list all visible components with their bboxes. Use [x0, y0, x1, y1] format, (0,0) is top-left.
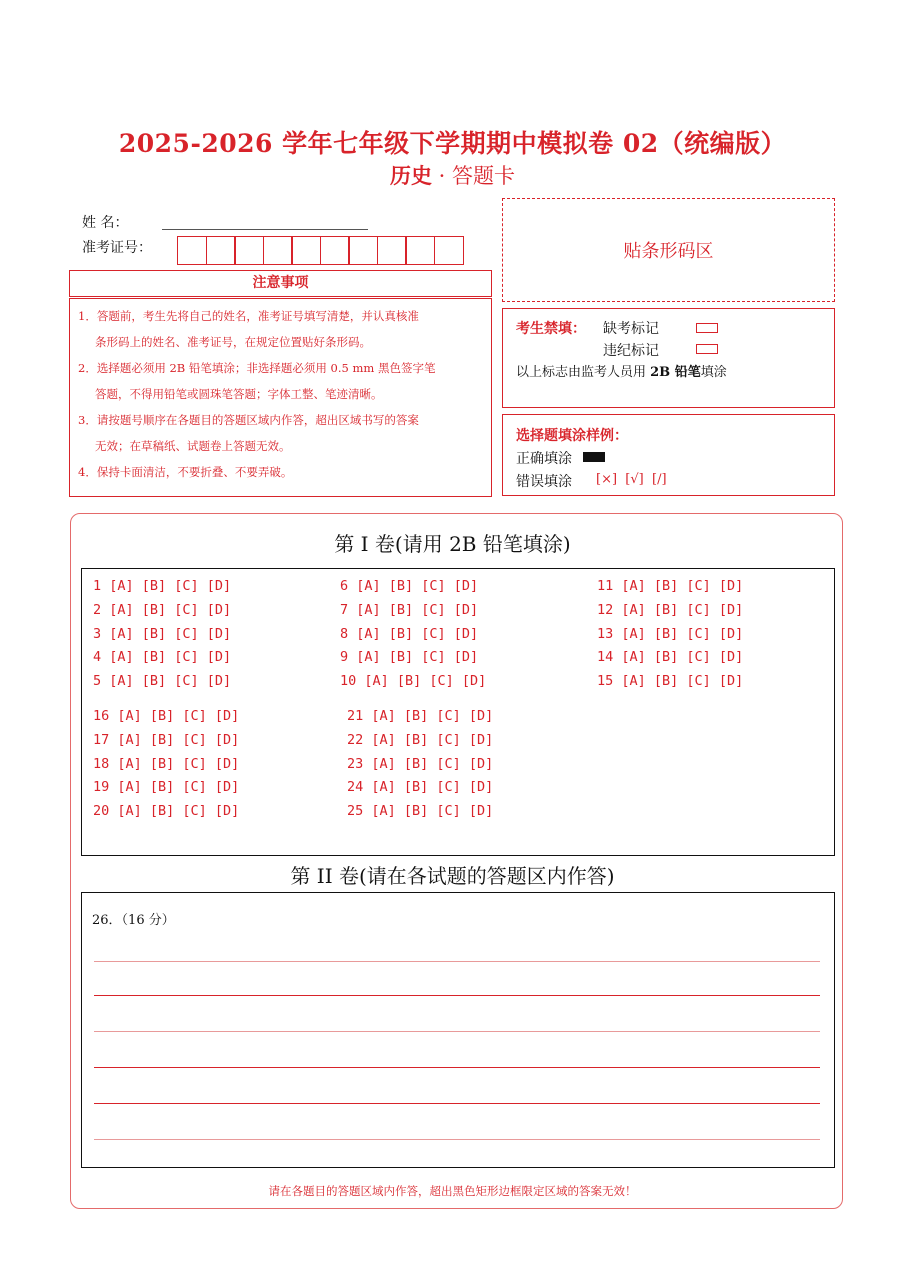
answer-options[interactable]: [A] [B] [C] [D] [371, 755, 494, 772]
question-number: 3 [93, 625, 110, 642]
id-digit-box[interactable] [177, 236, 207, 265]
question-number: 12 [597, 601, 622, 618]
question-number: 14 [597, 649, 622, 666]
answer-options[interactable]: [A] [B] [C] [D] [371, 779, 494, 796]
subtitle-rest: 答题卡 [452, 164, 516, 188]
id-digit-box[interactable] [206, 236, 236, 265]
question-number: 19 [93, 779, 118, 796]
id-digit-box[interactable] [434, 236, 464, 265]
fill-example-title: 选择题填涂样例： [516, 428, 628, 444]
part2-title: 第 II 卷(请在各试题的答题区内作答) [290, 864, 615, 888]
question-row[interactable] [597, 673, 743, 689]
answer-options[interactable]: [A] [B] [C] [D] [621, 625, 744, 642]
barcode-label: 贴条形码区 [623, 241, 714, 262]
question-number: 10 [340, 673, 365, 690]
question-number: 24 [347, 779, 372, 796]
answer-options[interactable]: [A] [B] [C] [D] [364, 673, 487, 690]
question-number: 23 [347, 755, 372, 772]
notice-item: 2．选择题必须用 2B 铅笔填涂；非选择题必须用 0.5 mm 黑色签字笔 [78, 361, 436, 375]
question-row[interactable] [597, 578, 743, 594]
id-digit-box[interactable] [263, 236, 293, 265]
proctor-note [516, 361, 727, 380]
question-row[interactable] [597, 602, 743, 618]
question-number: 4 [93, 649, 110, 666]
question-row[interactable] [347, 803, 493, 819]
absent-mark[interactable] [696, 323, 718, 333]
id-digit-box[interactable] [405, 236, 435, 265]
question-row[interactable] [340, 673, 486, 689]
question-row[interactable] [597, 649, 743, 665]
question-row[interactable] [340, 602, 478, 618]
question-number: 2 [93, 601, 110, 618]
violation-label: 违纪标记 [603, 343, 659, 359]
answer-options[interactable]: [A] [B] [C] [D] [117, 755, 240, 772]
answer-options[interactable]: [A] [B] [C] [D] [621, 673, 744, 690]
question-number: 25 [347, 803, 372, 820]
question-number: 15 [597, 673, 622, 690]
notice-body [69, 298, 492, 497]
barcode-area [502, 198, 835, 302]
proctor-note-suffix: 填涂 [700, 365, 727, 380]
question-number: 7 [340, 601, 357, 618]
fill-example-box [502, 414, 835, 496]
question-number: 22 [347, 731, 372, 748]
answer-options[interactable]: [A] [B] [C] [D] [109, 601, 232, 618]
answer-options[interactable]: [A] [B] [C] [D] [356, 649, 479, 666]
answer-options[interactable]: [A] [B] [C] [D] [117, 731, 240, 748]
answer-options[interactable]: [A] [B] [C] [D] [117, 803, 240, 820]
wrong-marks: [×] [√] [/] [596, 472, 667, 487]
question-number: 8 [340, 625, 357, 642]
question-number: 17 [93, 731, 118, 748]
question-row[interactable] [347, 732, 493, 748]
question-row[interactable] [93, 708, 239, 724]
answer-options[interactable]: [A] [B] [C] [D] [371, 708, 494, 724]
notice-item: 4．保持卡面清洁，不要折叠、不要弄破。 [78, 465, 293, 479]
exam-subtitle [0, 160, 905, 190]
answer-line[interactable] [94, 1139, 820, 1140]
proctor-box [502, 308, 835, 408]
answer-line[interactable] [94, 961, 820, 962]
id-number-boxes[interactable] [177, 236, 462, 265]
answer-line[interactable] [94, 995, 820, 996]
answer-line[interactable] [94, 1067, 820, 1068]
question-row[interactable] [93, 578, 231, 594]
question-number: 11 [597, 578, 622, 594]
notice-heading: 注意事项 [69, 270, 492, 297]
wrong-label: 错误填涂 [516, 474, 572, 490]
id-digit-box[interactable] [234, 236, 264, 265]
answer-options[interactable]: [A] [B] [C] [D] [109, 578, 232, 594]
answer-options[interactable]: [A] [B] [C] [D] [109, 673, 232, 690]
id-digit-box[interactable] [320, 236, 350, 265]
id-digit-box[interactable] [348, 236, 378, 265]
question-number: 6 [340, 578, 357, 594]
multiple-choice-box [81, 568, 835, 856]
answer-options[interactable]: [A] [B] [C] [D] [371, 803, 494, 820]
subtitle-dot: · [438, 164, 446, 188]
footer-note: 请在各题目的答题区域内作答，超出黑色矩形边框限定区域的答案无效！ [268, 1184, 637, 1198]
question-row[interactable] [93, 732, 239, 748]
answer-options[interactable]: [A] [B] [C] [D] [621, 649, 744, 666]
question-row[interactable] [93, 756, 239, 772]
id-label: 准考证号： [82, 240, 152, 256]
exam-title: 2025-2026 学年七年级下学期期中模拟卷 02（统编版） [118, 129, 787, 158]
answer-options[interactable]: [A] [B] [C] [D] [371, 731, 494, 748]
answer-options[interactable]: [A] [B] [C] [D] [356, 625, 479, 642]
question-number: 20 [93, 803, 118, 820]
question-number: 5 [93, 673, 110, 690]
answer-options[interactable]: [A] [B] [C] [D] [356, 601, 479, 618]
subject-name: 历史 [389, 163, 432, 188]
question-row[interactable] [597, 626, 743, 642]
answer-options[interactable]: [A] [B] [C] [D] [109, 649, 232, 666]
notice-item: 条形码上的姓名、准考证号，在规定位置贴好条形码。 [95, 335, 371, 349]
question-row[interactable] [93, 803, 239, 819]
correct-label: 正确填涂 [516, 451, 572, 467]
answer-options[interactable]: [A] [B] [C] [D] [117, 708, 240, 724]
question-number: 9 [340, 649, 357, 666]
proctor-note-bold: 2B 铅笔 [650, 365, 701, 380]
question-row[interactable] [93, 649, 231, 665]
question-row[interactable] [340, 649, 478, 665]
proctor-note-prefix: 以上标志由监考人员用 [516, 365, 651, 380]
question-row[interactable] [93, 779, 239, 795]
question-row[interactable] [93, 602, 231, 618]
id-digit-box[interactable] [291, 236, 321, 265]
answer-line[interactable] [94, 1103, 820, 1104]
question-row[interactable] [340, 578, 478, 594]
question-row[interactable] [340, 626, 478, 642]
answer-options[interactable]: [A] [B] [C] [D] [621, 578, 744, 594]
answer-options[interactable]: [A] [B] [C] [D] [117, 779, 240, 796]
question-row[interactable] [93, 673, 231, 689]
subjective-box [81, 892, 835, 1168]
question-row[interactable] [347, 756, 493, 772]
answer-options[interactable]: [A] [B] [C] [D] [621, 601, 744, 618]
question-number: 1 [93, 578, 110, 594]
violation-mark[interactable] [696, 344, 718, 354]
part1-title: 第 I 卷(请用 2B 铅笔填涂) [334, 532, 571, 556]
question-row[interactable] [347, 779, 493, 795]
name-input-line[interactable] [162, 229, 368, 230]
question-number: 18 [93, 755, 118, 772]
absent-label: 缺考标记 [603, 321, 659, 337]
notice-item: 1．答题前，考生先将自己的姓名，准考证号填写清楚，并认真核准 [78, 309, 419, 323]
notice-item: 无效；在草稿纸、试题卷上答题无效。 [95, 439, 291, 453]
question-number: 21 [347, 708, 372, 724]
notice-item: 答题，不得用铅笔或圆珠笔答题；字体工整、笔迹清晰。 [95, 387, 383, 401]
answer-options[interactable]: [A] [B] [C] [D] [356, 578, 479, 594]
question-number: 16 [93, 708, 118, 724]
name-label: 姓 名： [82, 215, 129, 231]
notice-item: 3．请按题号顺序在各题目的答题区域内作答，超出区域书写的答案 [78, 413, 419, 427]
question-number: 13 [597, 625, 622, 642]
question-26-label: 26．（16 分） [92, 913, 175, 928]
question-row[interactable] [347, 708, 493, 724]
id-digit-box[interactable] [377, 236, 407, 265]
question-row[interactable] [93, 626, 231, 642]
proctor-title: 考生禁填： [516, 321, 586, 337]
correct-fill-sample [583, 452, 605, 462]
answer-line[interactable] [94, 1031, 820, 1032]
answer-options[interactable]: [A] [B] [C] [D] [109, 625, 232, 642]
